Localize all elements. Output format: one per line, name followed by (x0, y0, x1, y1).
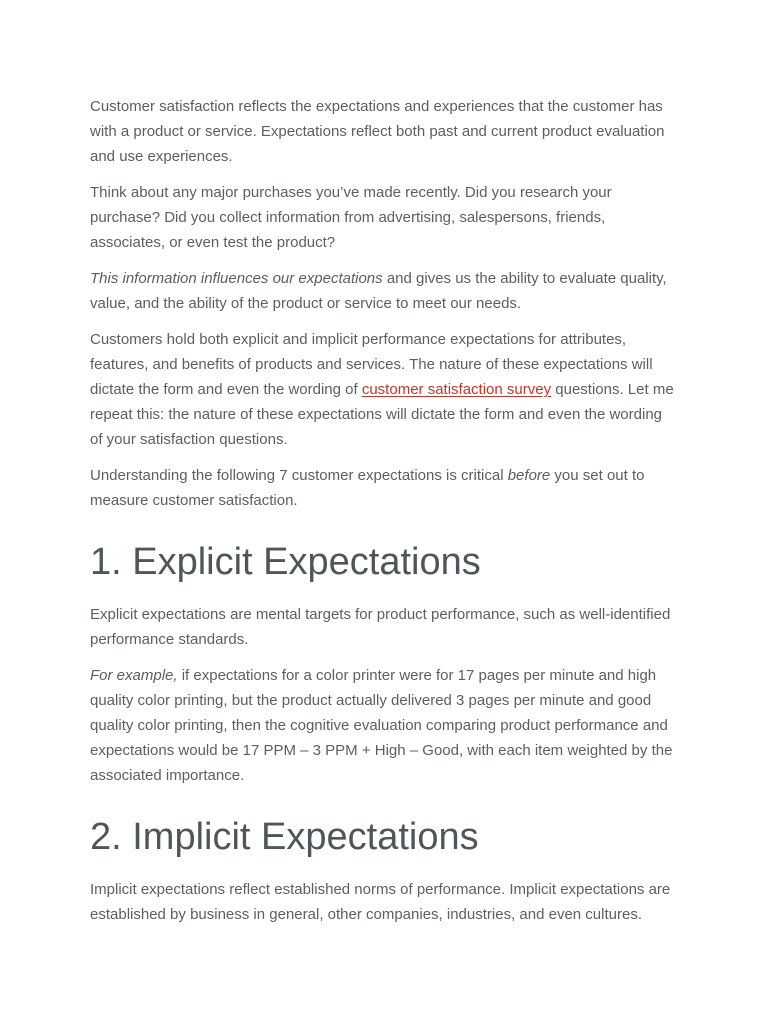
explicit-paragraph-1: Explicit expectations are mental targets for product performance, such as well-identified performance standards. (90, 606, 671, 648)
article-body (90, 94, 678, 927)
paragraph-text: Customers hold both explicit and implicit performance expectations for attributes, features, and benefits of products and services. The nature of these expectations will dictate the form and even the wording of (90, 331, 653, 398)
italic-emphasis: This information influences our expectations (90, 270, 383, 287)
intro-paragraph-5 (90, 463, 678, 513)
customer-satisfaction-survey-link[interactable]: customer satisfaction survey (361, 381, 552, 398)
section-heading-explicit-expectations: 1. Explicit Expectations (90, 541, 481, 583)
italic-emphasis: before (507, 467, 551, 484)
section-heading-implicit-expectations: 2. Implicit Expectations (90, 816, 479, 858)
paragraph-text: Understanding the following 7 customer expectations is critical (90, 467, 508, 484)
intro-paragraph-2: Think about any major purchases you’ve made recently. Did you research your purchase? Did you collect information from advertising, salespersons, friends, associates, or even test the product? (90, 184, 612, 251)
intro-paragraph-3 (90, 266, 678, 316)
paragraph-text: and gives us the ability to evaluate quality, value, and the ability of the product or service to meet our needs. (90, 270, 667, 312)
paragraph-text: if expectations for a color printer were for 17 pages per minute and high quality color printing, but the product actually delivered 3 pages per minute and good quality color printing, then the cognitive evaluation comparing product performance and expectations would be 17 PPM – 3 PPM + High – Good, with each item weighted by the associated importance. (90, 667, 673, 784)
explicit-paragraph-2 (90, 663, 678, 788)
paragraph-text: questions. Let me repeat this: the nature of these expectations will dictate the form and even the wording of your satisfaction questions. (90, 381, 674, 448)
paragraph-text: you set out to measure customer satisfaction. (90, 467, 645, 509)
intro-paragraph-4 (90, 327, 678, 452)
implicit-paragraph-1: Implicit expectations reflect established norms of performance. Implicit expectations are established by business in general, other companies, industries, and even cultures. (90, 881, 671, 923)
italic-emphasis: For example, (90, 667, 178, 684)
intro-paragraph-1: Customer satisfaction reflects the expectations and experiences that the customer has with a product or service. Expectations reflect both past and current product evaluation and use experiences. (90, 98, 665, 165)
